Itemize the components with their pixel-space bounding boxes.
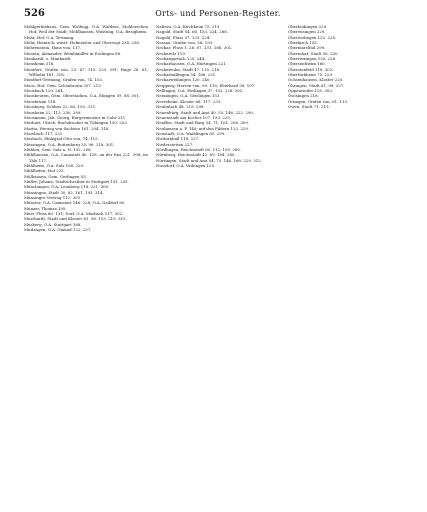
index-entry: Neubulach 48. 219. 298.	[156, 104, 205, 110]
index-entry: Nussdorf, O.A. Vaihingen 120.	[156, 162, 216, 168]
running-title: Orts- und Personen-Register.	[155, 9, 281, 18]
index-entry: Öschingen 218.	[288, 93, 319, 99]
index-entry: Neckarweihingen 120. 240.	[156, 77, 211, 83]
index-entry: Moneta, Alexander, Weinhändler in Esslingen 88.	[24, 50, 122, 56]
index-entry: Neckar, Fluss 1. 26. 87. 131. 188. 301.	[156, 45, 233, 51]
index-entry: Nassau, Grafen von, 58. 193.	[156, 40, 214, 46]
index-entry: Oberesslingen 132. 228.	[288, 34, 337, 40]
index-entry: Münzer, Thomas 195.	[24, 205, 67, 211]
index-entry: Moritz, Herzog von Sachsen 161. 204. 318.	[24, 125, 110, 131]
index-entry: Neresheim, Kloster 68. 117. 233.	[156, 98, 222, 104]
index-entry: Mutlangen, O.A. Gmünd 122. 237.	[24, 227, 92, 233]
index-entry: Moosmann, Joh. Georg, Bürgermeister in Calw 211.	[24, 114, 127, 120]
index-entry: Mohrenstein, Hans von, 117.	[24, 45, 82, 51]
index-entry: Oberriexingen 120. 226.	[288, 56, 337, 62]
index-entry: Moosbach 120. 264.	[24, 88, 64, 94]
index-entry: Nürtingen, Stadt und Amt 54. 75. 146. 168. 229. 312.	[156, 157, 262, 163]
index-entry: Owen, Stadt 71. 219.	[288, 104, 330, 110]
index-entry: Mohr, Heinrich, württ. Hofmeister und Obervogt 234. 256.	[24, 40, 141, 46]
index-entry: Neustadt, O.A. Waiblingen 85. 299.	[156, 130, 226, 136]
index-entry: Neuenstadt am Kocher 107. 193. 225.	[156, 114, 232, 120]
index-entry: Oberkirch 155.	[288, 40, 318, 46]
index-entry: Öttingen, Grafen von, 61. 115.	[288, 98, 349, 104]
index-entry: Neipperg, Herren von, 90. 118; Eberhard 58. 197.	[156, 82, 256, 88]
index-entry: Mohr, Hof, O.A. Tettnang.	[24, 34, 75, 40]
index-entry: Montfort-Tettnang, Grafen von, 74. 103.	[24, 77, 104, 83]
index-entry: Moosbeuren, Gem. Oberstadion, O.A. Ehingen 59. 88. 301.	[24, 93, 141, 99]
index-entry: Müller, Johann, Stadtschreiber in Stuttgart 191. 235.	[24, 178, 129, 184]
index-entry: Nürnberg, Reichsstadt 41. 89. 184. 280.	[156, 152, 236, 158]
index-entry: Neuffen, Stadt und Burg 54. 71. 161. 206. 309.	[156, 120, 250, 126]
page-number: 526	[24, 8, 45, 19]
index-entry: Moos, Hof, Gem. Schönbronn 207. 213.	[24, 82, 102, 88]
index-entry: Neckargartach 120. 244.	[156, 56, 206, 62]
index-entry: Nagold, Stadt 54. 66. 153. 224. 288.	[156, 29, 228, 35]
index-entry: Monhardt, s. Munhardt.	[24, 56, 72, 62]
index-entry: Monsheim 318.	[24, 61, 55, 67]
index-entry: Mühlhausen, O.A. Cannstatt 40. 128; an der Enz 221. 308; im Täle 117.	[24, 152, 148, 163]
index-entry: Niedernhall 118. 227.	[156, 136, 200, 142]
index-entry: Münsinger Vertrag 112. 305.	[24, 195, 82, 200]
index-columns	[24, 24, 412, 504]
index-entry: Nördlingen, Reichsstadt 60. 112. 195. 260.	[156, 146, 242, 152]
index-entry: Moosbrunn 118.	[24, 98, 57, 104]
index-entry: Oberboihingen 229.	[288, 24, 328, 29]
index-entry: Montfort, Grafen von, 23. 47. 115. 223. 391; Hugo 28. 61; Wilhelm 161. 318.	[24, 66, 148, 78]
index-entry: Mosbach, Pfalzgraf Otto von, 74. 115.	[24, 136, 99, 142]
index-entry: Neckarsulm, Stadt 47. 115. 218.	[156, 66, 221, 72]
index-entry: Neuhausen a. F. 140; auf den Fildern 132. 229.	[156, 125, 250, 131]
index-column-1	[24, 24, 148, 504]
index-entry: Neckartailfingen 54. 168. 231.	[156, 72, 217, 78]
index-entry: Öhringen, Stadt 61. 98. 227.	[288, 82, 345, 88]
index-entry: Oberensingen 229.	[288, 29, 326, 35]
index-column-2	[156, 24, 280, 504]
index-entry: Münsingen, Stadt 30. 82. 161. 193. 314.	[24, 189, 104, 195]
index-entry: Nabern, O.A. Kirchheim 75. 219.	[156, 24, 221, 29]
index-entry: Mössingen, O.A. Rottenburg 35. 96. 218. 301.	[24, 141, 115, 147]
index-entry: Murrhardt, Stadt und Kloster 61. 98. 153. 215. 319.	[24, 216, 127, 222]
index-entry: Nenningen, O.A. Geislingen 153.	[156, 93, 221, 99]
index-entry: Musberg, O.A. Stuttgart 168.	[24, 221, 82, 227]
index-entry: Mohlgerthshaus, Gem. Wolfegg, O.A. Waldsee, Mohlerschen Hof, Weil der Stadt; Mohlhausen, Wüstung, O.A. Besigheim.	[24, 24, 148, 35]
index-entry: Obertürkheim 75. 229.	[288, 72, 334, 78]
index-entry: Mühlhofen, Hof 233.	[24, 168, 65, 174]
index-entry: Nagold, Fluss 37. 131. 224.	[156, 34, 211, 40]
index-entry: Münster, O.A. Cannstatt 146. 228; O.A. Gaildorf 60.	[24, 200, 126, 206]
index-entry: Mühlen, Gem. Sulz a. N. 152. 208.	[24, 146, 92, 152]
index-column-3	[288, 24, 412, 504]
index-entry: Neckarhausen, O.A. Nürtingen 221.	[156, 61, 227, 67]
index-entry: Neuenbürg, Stadt und Amt 40. 55. 146. 222. 290.	[156, 109, 255, 115]
index-entry: Obermarchtal 299.	[288, 45, 326, 51]
index-entry: Morsbach 117. 221.	[24, 130, 64, 136]
index-entry: Neckarelz 119.	[156, 50, 186, 56]
index-entry: Niederstetten 227.	[156, 141, 194, 147]
index-entry: Oberstenfeld 118. 302.	[288, 66, 334, 72]
index-entry: Münchingen, O.A. Leonberg 118. 221. 309.	[24, 184, 110, 190]
index-entry: Nellingen, O.A. Esslingen 37. 132. 228. 301.	[156, 88, 244, 94]
index-entry: Morhart, Ulrich, Buchdrucker in Tübingen 150. 203.	[24, 120, 128, 126]
index-entry: Oberndorf, Stadt 58. 230.	[288, 50, 339, 56]
index-entry: Murr, Fluss 86. 131; Dorf, O.A. Marbach 117. 302.	[24, 211, 124, 217]
index-entry: Mühlheim, O.A. Sulz 168. 229.	[24, 162, 85, 168]
index-entry: Moosburg, Schloss 22. 60. 193. 315.	[24, 104, 97, 110]
index-entry: Moosheim 22. 113. 230. 289.	[24, 109, 82, 115]
index-entry: Mülhausen, Gem. Gerlingen 55.	[24, 173, 87, 179]
page-header	[24, 8, 412, 22]
index-entry: Oppenweiler 155. 302.	[288, 88, 334, 94]
index-entry: Obersontheim 160.	[288, 61, 326, 67]
index-entry: Ochsenhausen, Kloster 220.	[288, 77, 344, 83]
